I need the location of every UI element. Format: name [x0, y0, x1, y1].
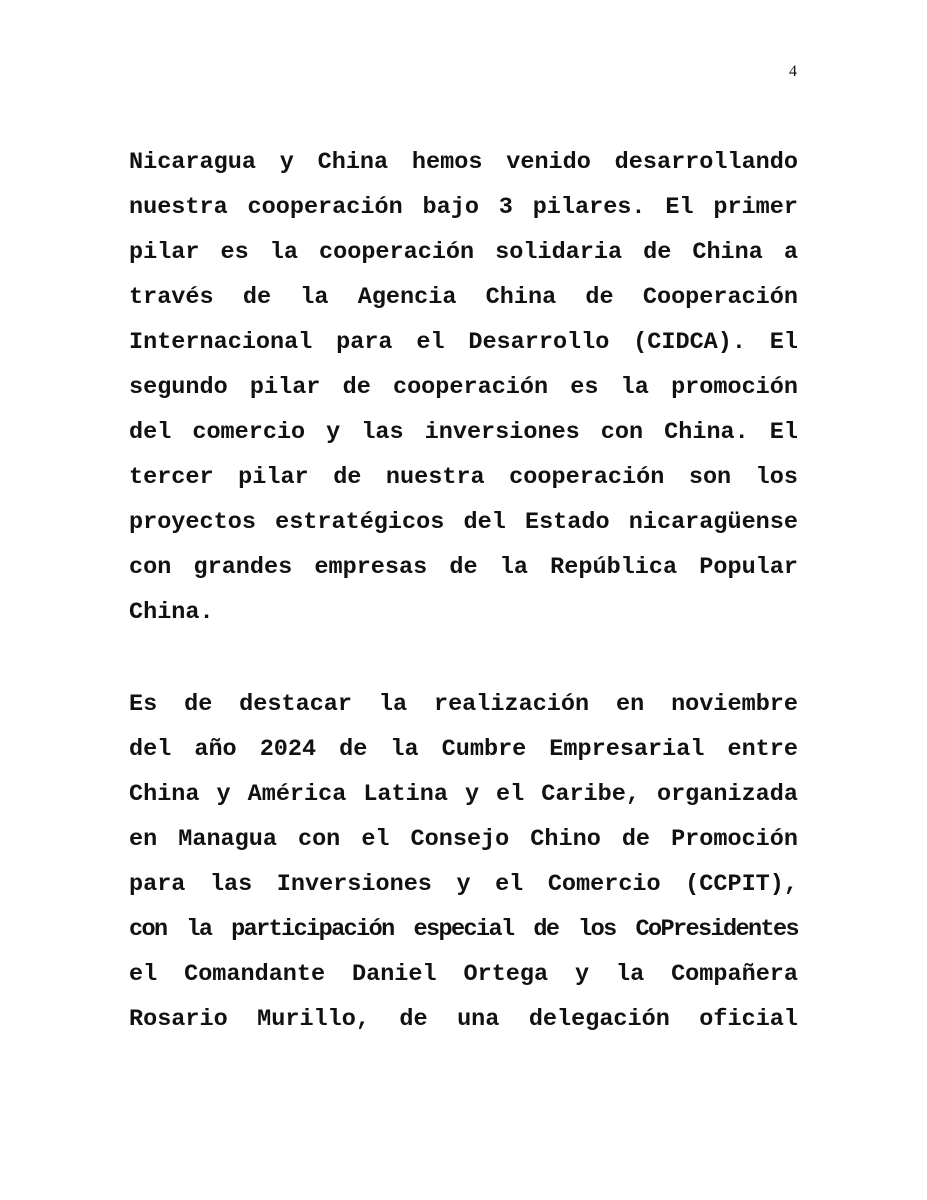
paragraph-line: del comercio y las inversiones con China. El — [129, 419, 798, 446]
paragraph-line: Es de destacar la realización en noviembre — [129, 691, 798, 718]
paragraph-line: tercer pilar de nuestra cooperación son los — [129, 464, 798, 491]
paragraph-line: través de la Agencia China de Cooperación — [129, 284, 798, 311]
paragraph-line: el Comandante Daniel Ortega y la Compañera — [129, 961, 798, 988]
paragraph-line: Rosario Murillo, de una delegación oficial — [129, 1006, 798, 1033]
paragraph-line: del año 2024 de la Cumbre Empresarial entre — [129, 736, 798, 763]
paragraph-line: con grandes empresas de la República Popular — [129, 554, 798, 581]
page-number: 4 — [789, 63, 797, 80]
paragraph-line: con la participación especial de los CoPresidentes — [129, 916, 798, 943]
paragraph-line: Nicaragua y China hemos venido desarrollando — [129, 149, 798, 176]
paragraph-line: en Managua con el Consejo Chino de Promoción — [129, 826, 798, 853]
paragraph-2 — [129, 682, 798, 1042]
paragraph-line: China. — [129, 599, 214, 626]
paragraph-line: segundo pilar de cooperación es la promoción — [129, 374, 798, 401]
paragraph-line: Internacional para el Desarrollo (CIDCA). El — [129, 329, 798, 356]
paragraph-1 — [129, 140, 798, 635]
paragraph-line: pilar es la cooperación solidaria de China a — [129, 239, 798, 266]
paragraph-line: para las Inversiones y el Comercio (CCPIT), — [129, 871, 798, 898]
paragraph-line: China y América Latina y el Caribe, organizada — [129, 781, 798, 808]
paragraph-line: nuestra cooperación bajo 3 pilares. El primer — [129, 194, 798, 221]
paragraph-line: proyectos estratégicos del Estado nicaragüense — [129, 509, 798, 536]
